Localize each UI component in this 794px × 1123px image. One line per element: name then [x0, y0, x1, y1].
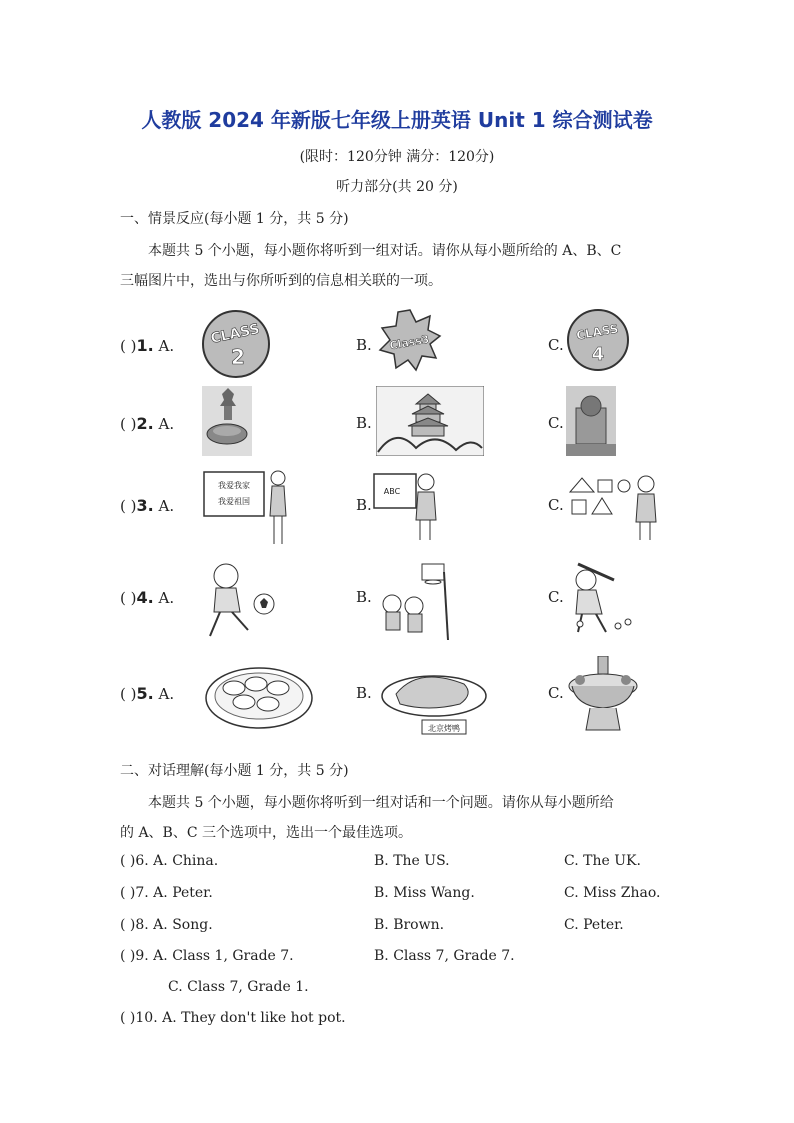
- question-4: [0, 560, 794, 640]
- answer-blank[interactable]: ( ): [120, 415, 137, 433]
- option-c-label: C.: [548, 588, 564, 606]
- option-c-label: C.: [548, 336, 564, 354]
- svg-text:4: 4: [591, 344, 605, 365]
- question-number: 1.: [136, 336, 154, 355]
- option-b-label: B.: [356, 336, 372, 354]
- class4-sign-image: [566, 308, 630, 372]
- question-10-option-a[interactable]: ( )10. A. They don't like hot pot.: [120, 1010, 346, 1026]
- hot-pot-image: [566, 656, 640, 736]
- option-a-label: A.: [158, 685, 175, 703]
- boy-playing-baseball-image: [566, 560, 640, 636]
- question-8-option-b[interactable]: B. Brown.: [374, 917, 445, 933]
- option-b-label: B.: [356, 496, 372, 514]
- pagoda-and-food-image: [202, 386, 252, 456]
- answer-blank[interactable]: ( ): [120, 337, 137, 355]
- question-8-option-c[interactable]: C. Peter.: [564, 917, 624, 933]
- svg-text:2: 2: [231, 345, 245, 369]
- question-5: [0, 656, 794, 736]
- class2-sign-image: [200, 308, 272, 380]
- page-subtitle: (限时：120分钟 满分：120分): [299, 149, 495, 165]
- question-2: [0, 386, 794, 466]
- boy-playing-soccer-image: [204, 560, 276, 642]
- part2-instruction-line2: 的 A、B、C 三个选项中，选出一个最佳选项。: [120, 825, 413, 841]
- option-a-label: A.: [158, 415, 175, 433]
- question-number: 5.: [136, 684, 154, 703]
- duck-sign-text: 北京烤鸭: [428, 724, 460, 733]
- dumplings-plate-image: [204, 656, 314, 732]
- part1-heading: 一、情景反应(每小题 1 分，共 5 分): [120, 211, 349, 227]
- svg-text:Class3: Class3: [388, 332, 431, 353]
- option-b-label: B.: [356, 414, 372, 432]
- section-listening: 听力部分(共 20 分): [336, 179, 458, 195]
- option-b-label: B.: [356, 588, 372, 606]
- page-title: 人教版 2024 年新版七年级上册英语 Unit 1 综合测试卷: [141, 108, 653, 132]
- peking-duck-image: [378, 656, 488, 742]
- question-6-option-b[interactable]: B. The US.: [374, 853, 450, 869]
- board-text: ABC: [383, 487, 401, 496]
- option-a-label: A.: [158, 589, 175, 607]
- option-c-label: C.: [548, 496, 564, 514]
- question-7-option-b[interactable]: B. Miss Wang.: [374, 885, 475, 901]
- answer-blank[interactable]: ( ): [120, 685, 137, 703]
- answer-blank[interactable]: ( ): [120, 497, 137, 515]
- question-number: 2.: [136, 414, 154, 433]
- question-9-option-b[interactable]: B. Class 7, Grade 7.: [374, 948, 515, 964]
- option-c-label: C.: [548, 684, 564, 702]
- svg-text:CLASS: CLASS: [575, 321, 620, 343]
- answer-blank[interactable]: ( ): [120, 589, 137, 607]
- question-9-option-a[interactable]: ( )9. A. Class 1, Grade 7.: [120, 948, 294, 964]
- part2-heading: 二、对话理解(每小题 1 分，共 5 分): [120, 763, 349, 779]
- option-a-label: A.: [158, 497, 175, 515]
- question-8-option-a[interactable]: ( )8. A. Song.: [120, 917, 213, 933]
- teacher-shapes-board-image: [566, 468, 660, 542]
- question-3: [0, 468, 794, 548]
- question-9-option-c[interactable]: C. Class 7, Grade 1.: [168, 979, 309, 995]
- teacher-abc-board-image: [372, 468, 438, 542]
- board-text-line1: 我爱我家: [218, 481, 250, 490]
- city-landmark-image: [566, 386, 616, 456]
- teacher-chinese-board-image: [202, 468, 294, 548]
- board-text-line2: 我爱祖国: [218, 497, 250, 506]
- question-1: [0, 308, 794, 388]
- question-7-option-c[interactable]: C. Miss Zhao.: [564, 885, 661, 901]
- kids-basketball-image: [378, 560, 472, 644]
- question-7-option-a[interactable]: ( )7. A. Peter.: [120, 885, 213, 901]
- question-number: 4.: [136, 588, 154, 607]
- part2-instruction-line1: 本题共 5 个小题，每小题你将听到一组对话和一个问题。请你从每小题所给: [148, 795, 614, 811]
- question-6-option-a[interactable]: ( )6. A. China.: [120, 853, 219, 869]
- svg-text:CLASS: CLASS: [209, 321, 262, 348]
- option-c-label: C.: [548, 414, 564, 432]
- temple-of-heaven-image: [376, 386, 484, 456]
- question-6-option-c[interactable]: C. The UK.: [564, 853, 641, 869]
- class3-sign-image: [378, 308, 442, 372]
- option-b-label: B.: [356, 684, 372, 702]
- option-a-label: A.: [158, 337, 175, 355]
- part1-instruction-line1: 本题共 5 个小题，每小题你将听到一组对话。请你从每小题所给的 A、B、C: [148, 243, 622, 259]
- part1-instruction-line2: 三幅图片中，选出与你所听到的信息相关联的一项。: [120, 273, 442, 289]
- question-number: 3.: [136, 496, 154, 515]
